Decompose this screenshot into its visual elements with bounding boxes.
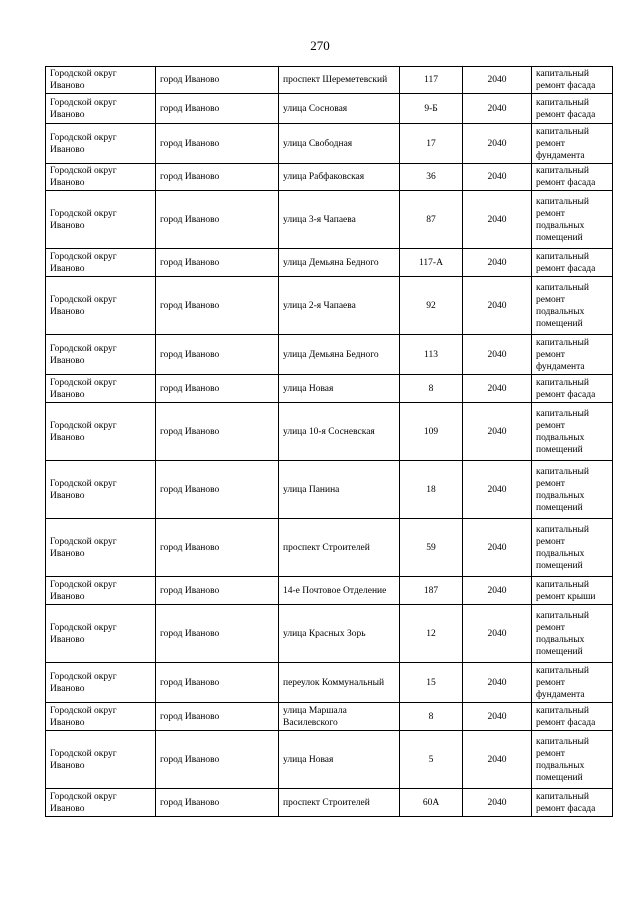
cell-year: 2040 — [463, 577, 532, 605]
table-row — [46, 124, 613, 164]
cell-street: 14-е Почтовое Отделение — [279, 577, 400, 605]
cell-city: город Иваново — [156, 94, 279, 124]
table-row — [46, 375, 613, 403]
cell-house-number: 117-А — [400, 249, 463, 277]
table-row — [46, 277, 613, 335]
cell-okrug: Городской округ Иваново — [46, 67, 156, 94]
cell-street: проспект Шереметевский — [279, 67, 400, 94]
cell-year: 2040 — [463, 277, 532, 335]
cell-okrug: Городской округ Иваново — [46, 375, 156, 403]
cell-house-number: 17 — [400, 124, 463, 164]
cell-house-number: 113 — [400, 335, 463, 375]
cell-house-number: 9-Б — [400, 94, 463, 124]
cell-year: 2040 — [463, 67, 532, 94]
cell-street: улица Панина — [279, 461, 400, 519]
cell-street: улица 3-я Чапаева — [279, 191, 400, 249]
cell-okrug: Городской округ Иваново — [46, 605, 156, 663]
cell-house-number: 117 — [400, 67, 463, 94]
cell-house-number: 36 — [400, 164, 463, 191]
cell-house-number: 15 — [400, 663, 463, 703]
table-row — [46, 663, 613, 703]
cell-year: 2040 — [463, 519, 532, 577]
table-row — [46, 67, 613, 94]
cell-year: 2040 — [463, 335, 532, 375]
cell-house-number: 12 — [400, 605, 463, 663]
cell-city: город Иваново — [156, 124, 279, 164]
cell-okrug: Городской округ Иваново — [46, 461, 156, 519]
cell-okrug: Городской округ Иваново — [46, 335, 156, 375]
cell-city: город Иваново — [156, 605, 279, 663]
cell-house-number: 18 — [400, 461, 463, 519]
cell-work-type: капитальный ремонт крыши — [532, 577, 613, 605]
cell-street: улица Красных Зорь — [279, 605, 400, 663]
cell-city: город Иваново — [156, 277, 279, 335]
cell-work-type: капитальный ремонт фасада — [532, 375, 613, 403]
cell-work-type: капитальный ремонт подвальных помещений — [532, 191, 613, 249]
cell-city: город Иваново — [156, 461, 279, 519]
cell-work-type: капитальный ремонт фундамента — [532, 335, 613, 375]
cell-city: город Иваново — [156, 731, 279, 789]
cell-house-number: 87 — [400, 191, 463, 249]
cell-street: улица Новая — [279, 375, 400, 403]
cell-year: 2040 — [463, 663, 532, 703]
cell-year: 2040 — [463, 403, 532, 461]
cell-street: проспект Строителей — [279, 789, 400, 817]
cell-street: улица 10-я Сосневская — [279, 403, 400, 461]
cell-work-type: капитальный ремонт подвальных помещений — [532, 277, 613, 335]
table-row — [46, 519, 613, 577]
repair-schedule-table — [45, 66, 613, 817]
cell-house-number: 5 — [400, 731, 463, 789]
table-row — [46, 403, 613, 461]
cell-okrug: Городской округ Иваново — [46, 577, 156, 605]
cell-work-type: капитальный ремонт фасада — [532, 164, 613, 191]
cell-city: город Иваново — [156, 663, 279, 703]
cell-work-type: капитальный ремонт фасада — [532, 789, 613, 817]
cell-street: улица Новая — [279, 731, 400, 789]
cell-year: 2040 — [463, 789, 532, 817]
cell-okrug: Городской округ Иваново — [46, 94, 156, 124]
cell-street: улица Сосновая — [279, 94, 400, 124]
cell-work-type: капитальный ремонт фасада — [532, 67, 613, 94]
cell-work-type: капитальный ремонт подвальных помещений — [532, 403, 613, 461]
cell-city: город Иваново — [156, 703, 279, 731]
cell-city: город Иваново — [156, 249, 279, 277]
cell-house-number: 109 — [400, 403, 463, 461]
cell-city: город Иваново — [156, 335, 279, 375]
cell-okrug: Городской округ Иваново — [46, 789, 156, 817]
table-row — [46, 191, 613, 249]
cell-work-type: капитальный ремонт подвальных помещений — [532, 731, 613, 789]
cell-year: 2040 — [463, 605, 532, 663]
cell-city: город Иваново — [156, 191, 279, 249]
cell-year: 2040 — [463, 124, 532, 164]
cell-city: город Иваново — [156, 403, 279, 461]
table-body — [46, 67, 613, 817]
table-row — [46, 461, 613, 519]
cell-house-number: 59 — [400, 519, 463, 577]
cell-okrug: Городской округ Иваново — [46, 249, 156, 277]
cell-okrug: Городской округ Иваново — [46, 403, 156, 461]
cell-street: улица Свободная — [279, 124, 400, 164]
cell-street: улица Маршала Василевского — [279, 703, 400, 731]
cell-city: город Иваново — [156, 519, 279, 577]
cell-street: улица Рабфаковская — [279, 164, 400, 191]
cell-house-number: 187 — [400, 577, 463, 605]
cell-okrug: Городской округ Иваново — [46, 519, 156, 577]
cell-work-type: капитальный ремонт фасада — [532, 94, 613, 124]
cell-work-type: капитальный ремонт подвальных помещений — [532, 519, 613, 577]
cell-street: улица Демьяна Бедного — [279, 335, 400, 375]
cell-house-number: 92 — [400, 277, 463, 335]
cell-work-type: капитальный ремонт фасада — [532, 249, 613, 277]
cell-okrug: Городской округ Иваново — [46, 164, 156, 191]
cell-work-type: капитальный ремонт фундамента — [532, 124, 613, 164]
table-row — [46, 605, 613, 663]
cell-house-number: 8 — [400, 703, 463, 731]
table-row — [46, 94, 613, 124]
cell-okrug: Городской округ Иваново — [46, 703, 156, 731]
cell-year: 2040 — [463, 703, 532, 731]
cell-work-type: капитальный ремонт подвальных помещений — [532, 461, 613, 519]
cell-okrug: Городской округ Иваново — [46, 191, 156, 249]
cell-city: город Иваново — [156, 375, 279, 403]
table-row — [46, 789, 613, 817]
cell-okrug: Городской округ Иваново — [46, 277, 156, 335]
cell-year: 2040 — [463, 375, 532, 403]
table-row — [46, 164, 613, 191]
cell-okrug: Городской округ Иваново — [46, 124, 156, 164]
cell-year: 2040 — [463, 164, 532, 191]
cell-street: переулок Коммунальный — [279, 663, 400, 703]
table-row — [46, 577, 613, 605]
cell-year: 2040 — [463, 249, 532, 277]
cell-work-type: капитальный ремонт фасада — [532, 703, 613, 731]
table-row — [46, 335, 613, 375]
cell-year: 2040 — [463, 94, 532, 124]
cell-year: 2040 — [463, 191, 532, 249]
page-number: 270 — [310, 38, 330, 53]
table-row — [46, 703, 613, 731]
cell-okrug: Городской округ Иваново — [46, 663, 156, 703]
cell-house-number: 8 — [400, 375, 463, 403]
table-row — [46, 731, 613, 789]
cell-year: 2040 — [463, 461, 532, 519]
cell-city: город Иваново — [156, 577, 279, 605]
cell-street: улица 2-я Чапаева — [279, 277, 400, 335]
cell-street: проспект Строителей — [279, 519, 400, 577]
cell-street: улица Демьяна Бедного — [279, 249, 400, 277]
cell-city: город Иваново — [156, 67, 279, 94]
cell-city: город Иваново — [156, 164, 279, 191]
cell-work-type: капитальный ремонт подвальных помещений — [532, 605, 613, 663]
cell-city: город Иваново — [156, 789, 279, 817]
cell-house-number: 60А — [400, 789, 463, 817]
cell-work-type: капитальный ремонт фундамента — [532, 663, 613, 703]
cell-okrug: Городской округ Иваново — [46, 731, 156, 789]
table-row — [46, 249, 613, 277]
cell-year: 2040 — [463, 731, 532, 789]
